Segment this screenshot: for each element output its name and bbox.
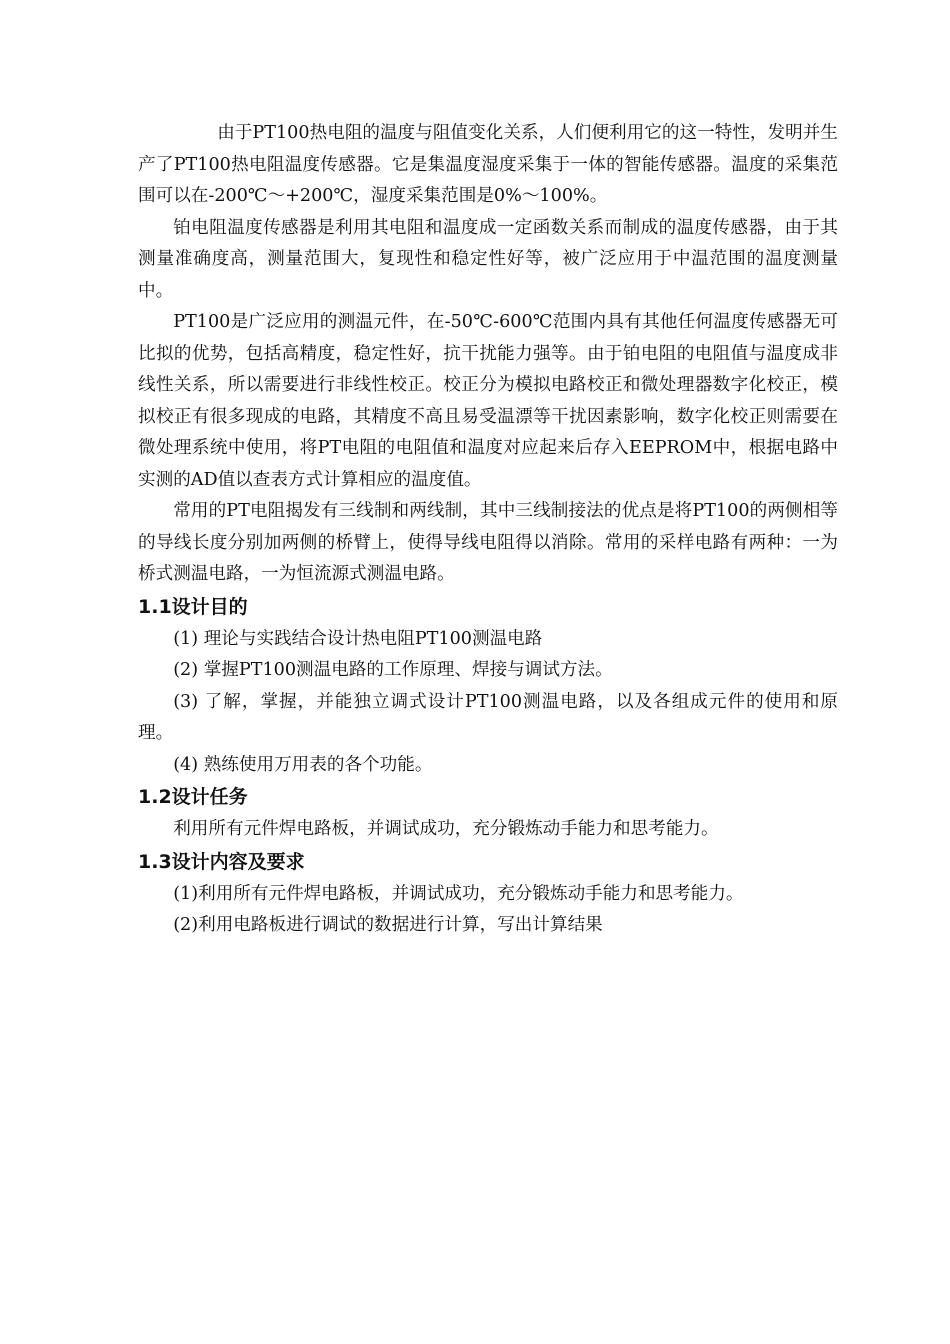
- requirement-item-1: (1)利用所有元件焊电路板，并调试成功，充分锻炼动手能力和思考能力。: [173, 883, 744, 904]
- requirement-item-2: (2)利用电路板进行调试的数据进行计算，写出计算结果: [173, 915, 603, 935]
- intro-paragraph-3: PT100是广泛应用的测温元件，在-50℃-600℃范围内具有其他任何温度传感器无可比拟的优势，包括高精度，稳定性好，抗干扰能力强等。由于铂电阻的电阻值与温度成非线性关系，所以需要进行非线性校正。校正分为模拟电路校正和微处理器数字化校正，模拟校正有很多现成的电路，其精度不高且易受温漂等干扰因素影响，数字化校正则需要在微处理系统中使用，将PT电阻的电阻值和温度对应起来后存入EEPROM中，根据电路中实测的AD值以查表方式计算相应的温度值。: [138, 312, 838, 490]
- intro-paragraph-4: 常用的PT电阻揭发有三线制和两线制，其中三线制接法的优点是将PT100的两侧相等的导线长度分别加两侧的桥臂上，使得导线电阻得以消除。常用的采样电路有两种：一为桥式测温电路，一为恒流源式测温电路。: [138, 501, 838, 584]
- objective-item-4: (4) 熟练使用万用表的各个功能。: [173, 754, 433, 775]
- intro-paragraph-1: 由于PT100热电阻的温度与阻值变化关系，人们便利用它的这一特性，发明并生产了PT100热电阻温度传感器。它是集温度湿度采集于一体的智能传感器。温度的采集范围可以在-200℃～+200℃，湿度采集范围是0%～100%。: [138, 123, 838, 206]
- objective-item-3: (3) 了解，掌握，并能独立调式设计PT100测温电路，以及各组成元件的使用和原理。: [138, 691, 838, 743]
- section-heading-1-2: 1.2设计任务: [138, 786, 248, 808]
- document-body: [138, 118, 838, 942]
- section-heading-1-1: 1.1设计目的: [138, 595, 248, 618]
- section-heading-1-3: 1.3设计内容及要求: [138, 850, 305, 873]
- intro-paragraph-2: 铂电阻温度传感器是利用其电阻和温度成一定函数关系而制成的温度传感器，由于其测量准确度高，测量范围大，复现性和稳定性好等，被广泛应用于中温范围的温度测量中。: [138, 217, 838, 301]
- task-text: 利用所有元件焊电路板，并调试成功，充分锻炼动手能力和思考能力。: [173, 819, 719, 839]
- objective-item-1: (1) 理论与实践结合设计热电阻PT100测温电路: [173, 628, 543, 649]
- objective-item-2: (2) 掌握PT100测温电路的工作原理、焊接与调试方法。: [173, 660, 613, 680]
